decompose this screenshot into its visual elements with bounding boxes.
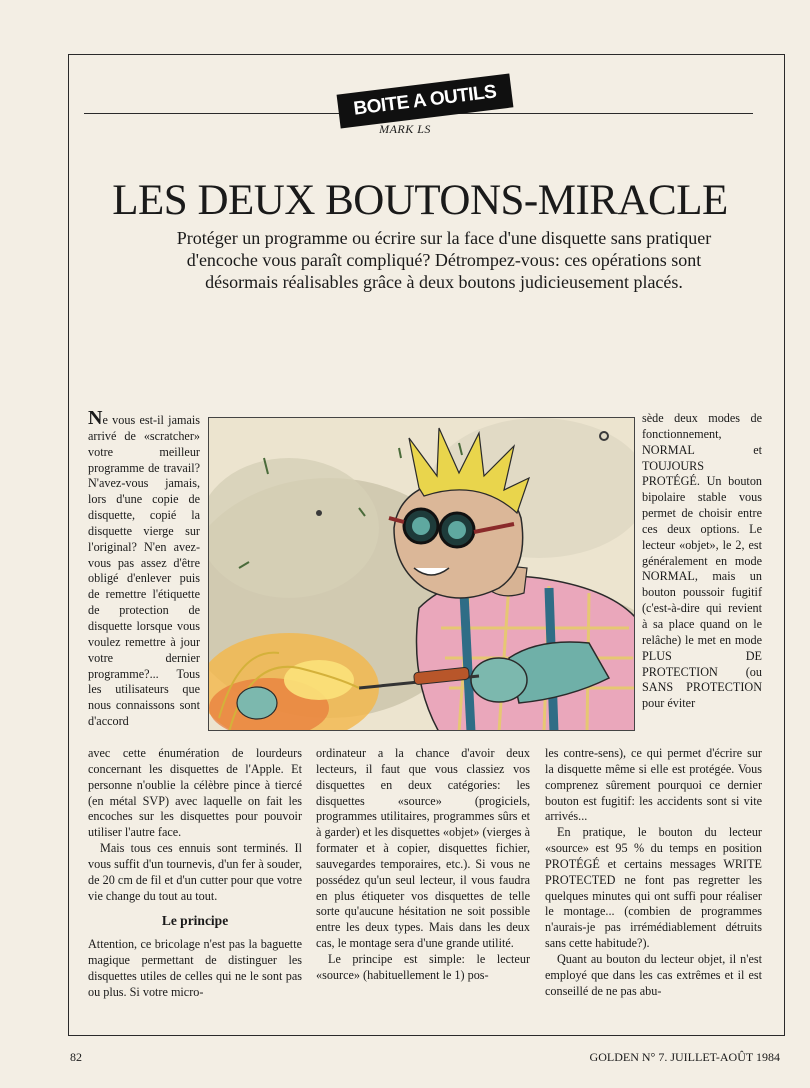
col3-paragraph-2: En pratique, le bouton du lecteur «source» est 95 % du temps en position PROTÉGÉ et certains messages WRITE PROTECTED ne font pas regretter les quelques minutes qui ont suffi pour réaliser le montage... (combien de programmes n'aurais-je pas irrémédiablement détruits sans cette habitude?). <box>545 825 762 951</box>
col3-paragraph-1: les contre-sens), ce qui permet d'écrire sur la disquette même si elle est protégée. Vous comprenez sûrement pourquoi ce dernier bouton est fugitif: les accidents sont si vite arrivés... <box>545 746 762 824</box>
section-badge: BOITE A OUTILS <box>337 74 514 129</box>
article-illustration <box>208 417 635 731</box>
article-title: LES DEUX BOUTONS-MIRACLE <box>112 177 728 224</box>
page-number: 82 <box>70 1050 82 1064</box>
author-byline: MARK LS <box>379 122 431 136</box>
left-wrap-column <box>88 407 200 730</box>
soldering-man-illustration <box>209 418 635 731</box>
subhead-le-principe: Le principe <box>161 913 229 929</box>
left-wrap-text: e vous est-il jamais arrivé de «scratcher» votre meilleur programme de travail? N'avez-vous jamais, lors d'une copie de disquette, copié la disquette vierge sur l'original? N'en avez-vous pas assez d'être obligé d'enlever puis de remettre l'étiquette de protection de disquette lorsque vous voulez remettre à jour votre dernier programme?... Tous les utilisateurs que nous connaissons sont d'accord <box>88 413 200 729</box>
col2-paragraph-1: ordinateur a la chance d'avoir deux lecteurs, il faut que vous classiez vos disquettes en deux catégories: les disquettes «source» (progiciels, programmes utilitaires, programmes sûrs et à garder) et les disquettes «objet» (vierges à formater et à copier, disquettes fichier, sauvegardes temporaires, etc.). Si vous ne possédez qu'un seul lecteur, il vous faudra en plus étiqueter vos disquettes de telle sorte qu'aucune hésitation ne soit possible entre les deux types. Mais dans les deux cas, le montage sera d'une grande utilité. <box>316 746 530 951</box>
column-1 <box>88 746 302 1001</box>
col1-paragraph-2: Mais tous ces ennuis sont terminés. Il vous suffit d'un tournevis, d'un fer à souder, de 20 cm de fil et d'un cutter pour que votre vie change du tout au tout. <box>88 841 302 903</box>
article-lede: Protéger un programme ou écrire sur la face d'une disquette sans pratiquer d'encoche vous paraît compliqué? Détrompez-vous: ces opérations sont désormais réalisables grâce à deux boutons judicieusement placés. <box>176 228 712 292</box>
right-wrap-column <box>642 411 762 712</box>
issue-info: GOLDEN N° 7. JUILLET-AOÛT 1984 <box>589 1050 780 1064</box>
col1-paragraph-1: avec cette énumération de lourdeurs concernant les disquettes de l'Apple. Et personne n'oublie la célèbre pince à tiercé (en métal SVP) avec laquelle on fait les encoches sur les disquettes pour pouvoir utiliser l'autre face. <box>88 746 302 840</box>
right-wrap-text: sède deux modes de fonctionnement, NORMAL et TOUJOURS PROTÉGÉ. Un bouton bipolaire stable vous permet de choisir entre ces deux options. Le lecteur «objet», le 2, est généralement en mode NORMAL, mais un bouton poussoir fugitif (c'est-à-dire qui revient à sa place quand on le relâche) le met en mode PLUS DE PROTECTION (ou SANS PROTECTION pour éviter <box>642 411 762 711</box>
column-2 <box>316 746 530 984</box>
col3-paragraph-3: Quant au bouton du lecteur objet, il n'est employé que dans les cas extrêmes et il est conseillé de ne pas abu- <box>545 951 762 998</box>
column-3 <box>545 746 762 1000</box>
drop-cap: N <box>88 407 103 429</box>
col2-paragraph-2: Le principe est simple: le lecteur «source» (habituellement le 1) pos- <box>316 951 530 982</box>
col1-paragraph-3: Attention, ce bricolage n'est pas la baguette magique permettant de distinguer les disquettes utiles de celles qui ne le sont pas ou plus. Si votre micro- <box>88 937 302 999</box>
